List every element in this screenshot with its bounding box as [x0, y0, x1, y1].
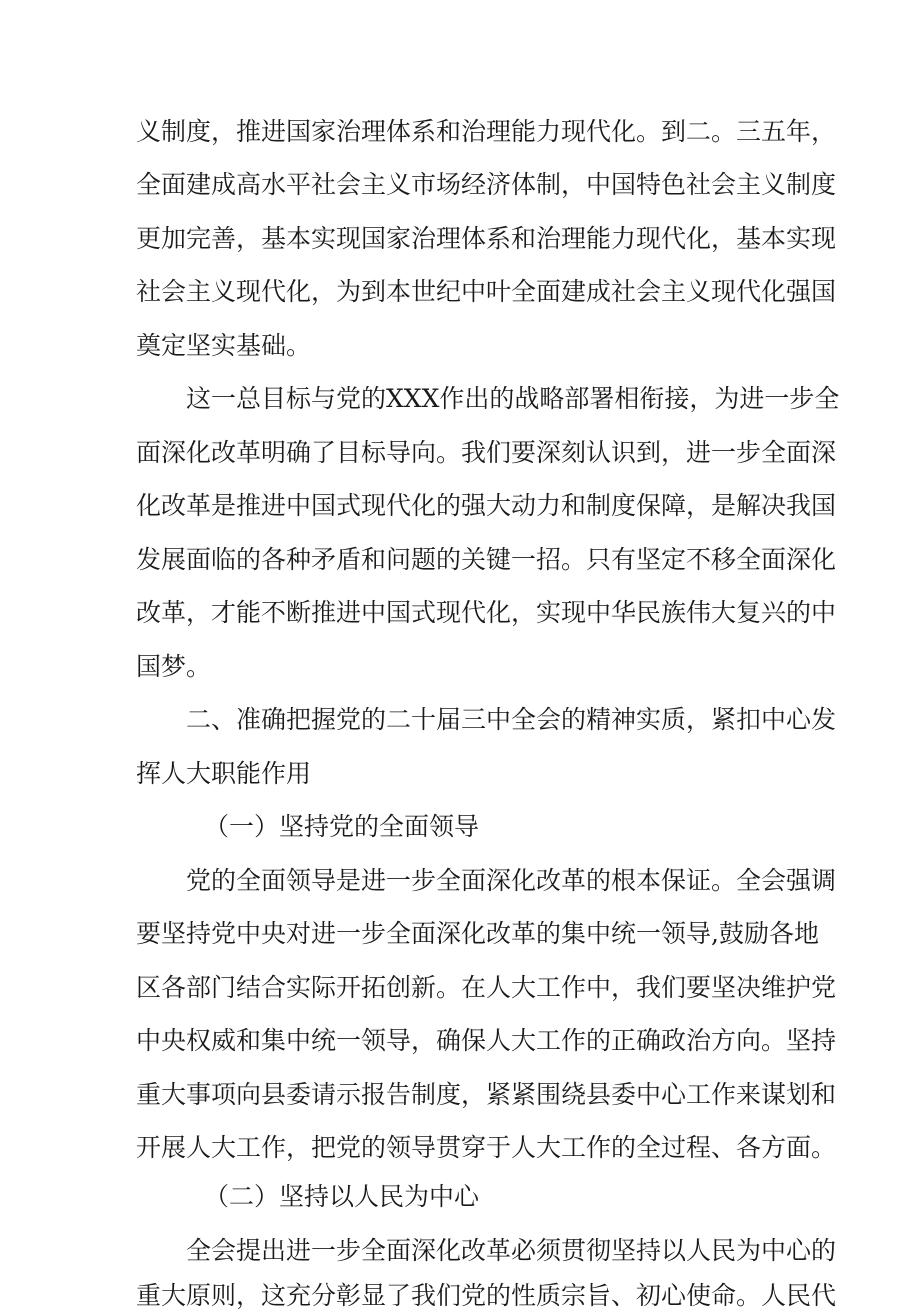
heading-line: 挥人大职能作用	[136, 759, 312, 788]
text-line: 党的全面领导是进一步全面深化改革的根本保证。全会强调	[186, 866, 837, 895]
text-line: 奠定坚实基础。	[136, 331, 312, 360]
text-line: 要坚持党中央对进一步全面深化改革的集中统一领导,鼓励各地	[136, 919, 819, 948]
text-line: 改革，才能不断推进中国式现代化，实现中华民族伟大复兴的中	[136, 598, 837, 627]
text-line: 更加完善，基本实现国家治理体系和治理能力现代化，基本实现	[136, 224, 837, 253]
text-line: 全会提出进一步全面深化改革必须贯彻坚持以人民为中心的	[186, 1236, 837, 1265]
text-line: 发展面临的各种矛盾和问题的关键一招。只有坚定不移全面深化	[136, 545, 837, 574]
text-line: 开展人大工作，把党的领导贯穿于人大工作的全过程、各方面。	[136, 1133, 837, 1162]
text-line: 社会主义现代化，为到本世纪中叶全面建成社会主义现代化强国	[136, 277, 837, 306]
text-line: 化改革是推进中国式现代化的强大动力和制度保障，是解决我国	[136, 491, 837, 520]
text-line: 国梦。	[136, 652, 212, 681]
subheading-2: （二）坚持以人民为中心	[204, 1182, 480, 1211]
text-line: 义制度，推进国家治理体系和治理能力现代化。到二。三五年，	[136, 117, 837, 146]
text-line: 全面建成高水平社会主义市场经济体制，中国特色社会主义制度	[136, 170, 837, 199]
heading-line: 二、准确把握党的二十届三中全会的精神实质，紧扣中心发	[186, 705, 837, 734]
text-line: 面深化改革明确了目标导向。我们要深刻认识到，进一步全面深	[136, 438, 837, 467]
text-line: 重大事项向县委请示报告制度，紧紧围绕县委中心工作来谋划和	[136, 1080, 837, 1109]
text-line: 这一总目标与党的XXX作出的战略部署相衔接，为进一步全	[186, 384, 840, 413]
text-line: 区各部门结合实际开拓创新。在人大工作中，我们要坚决维护党	[136, 973, 837, 1002]
subheading-1: （一）坚持党的全面领导	[204, 812, 480, 841]
text-line: 重大原则，这充分彰显了我们党的性质宗旨、初心使命。人民代	[136, 1281, 837, 1310]
text-line: 中央权威和集中统一领导，确保人大工作的正确政治方向。坚持	[136, 1026, 837, 1055]
